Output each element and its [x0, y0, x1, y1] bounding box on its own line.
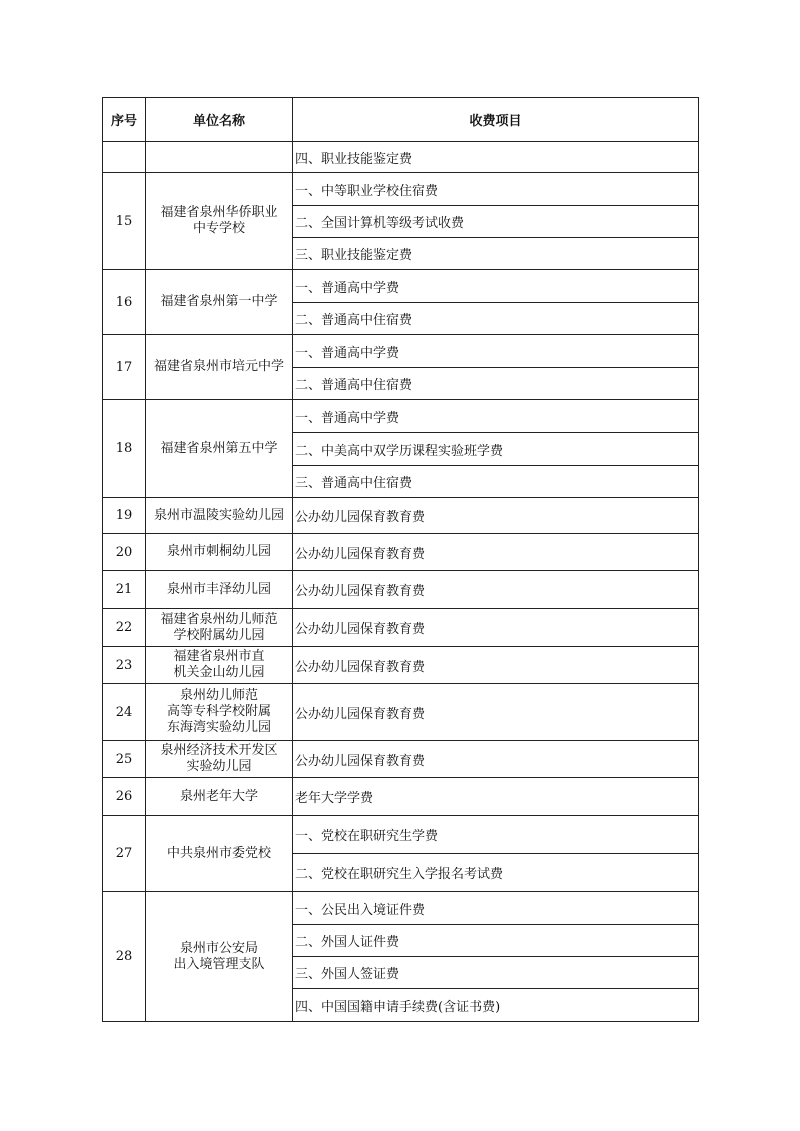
row-number: 26: [103, 778, 146, 816]
header-items: 收费项目: [293, 98, 699, 142]
unit-name: [146, 270, 293, 335]
fee-item: 二、全国计算机等级考试收费: [293, 206, 699, 238]
table-row: [103, 778, 699, 816]
unit-name-line: 福建省泉州市直: [173, 649, 265, 664]
row-number: 21: [103, 571, 146, 609]
table-row: [103, 816, 699, 854]
unit-name-line: 福建省泉州华侨职业: [160, 205, 278, 220]
row-number: 16: [103, 270, 146, 335]
fee-item: 公办幼儿园保育教育费: [293, 741, 699, 778]
unit-name-line: 福建省泉州第五中学: [160, 440, 278, 456]
header-no: 序号: [103, 98, 146, 142]
unit-name: [146, 335, 293, 400]
unit-name-line: 泉州市丰泽幼儿园: [166, 581, 271, 597]
fee-item: 二、中美高中双学历课程实验班学费: [293, 433, 699, 466]
unit-name: [146, 534, 293, 571]
unit-name: [146, 173, 293, 270]
unit-name-line: 泉州幼儿师范: [179, 688, 258, 703]
row-number: 23: [103, 647, 146, 684]
unit-name-line: 泉州市温陵实验幼儿园: [153, 507, 284, 523]
fee-item: 一、普通高中学费: [293, 400, 699, 433]
row-number: [103, 142, 146, 173]
fee-item: 一、中等职业学校住宿费: [293, 173, 699, 206]
unit-name-line: 福建省泉州幼儿师范: [160, 611, 278, 627]
unit-name: [146, 647, 293, 684]
table-row: [103, 571, 699, 609]
fee-item: 老年大学学费: [293, 778, 699, 816]
fee-item: 公办幼儿园保育教育费: [293, 571, 699, 609]
table-row: [103, 534, 699, 571]
table-row: [103, 400, 699, 433]
table-body: [103, 142, 699, 1022]
unit-name-line: 高等专科学校附属: [166, 704, 271, 719]
table-row: [103, 173, 699, 206]
table-row: [103, 609, 699, 647]
header-row: [103, 98, 699, 142]
fee-item: 二、普通高中住宿费: [293, 303, 699, 335]
row-number: 19: [103, 498, 146, 534]
fee-table: [102, 97, 699, 1022]
unit-name: [146, 816, 293, 892]
fee-item: 四、职业技能鉴定费: [293, 142, 699, 173]
fee-item: 公办幼儿园保育教育费: [293, 609, 699, 647]
table-row: [103, 270, 699, 303]
row-number: 17: [103, 335, 146, 400]
unit-name-line: 学校附属幼儿园: [173, 627, 265, 643]
unit-name-line: 东海湾实验幼儿园: [166, 720, 271, 735]
unit-name: [146, 498, 293, 534]
row-number: 18: [103, 400, 146, 498]
fee-item: 三、普通高中住宿费: [293, 466, 699, 498]
table-row: [103, 142, 699, 173]
unit-name: [146, 142, 293, 173]
table-row: [103, 647, 699, 684]
unit-name-line: 出入境管理支队: [173, 956, 265, 972]
fee-item: 四、中国国籍申请手续费(含证书费): [293, 989, 699, 1022]
fee-item: 三、外国人签证费: [293, 957, 699, 989]
unit-name: [146, 684, 293, 741]
header-unit: 单位名称: [146, 98, 293, 142]
fee-item: 一、公民出入境证件费: [293, 892, 699, 925]
unit-name: [146, 609, 293, 647]
unit-name-line: 泉州经济技术开发区: [160, 743, 278, 758]
unit-name-line: 泉州市公安局: [179, 940, 258, 956]
row-number: 15: [103, 173, 146, 270]
unit-name-line: 泉州老年大学: [179, 788, 258, 804]
unit-name: [146, 571, 293, 609]
unit-name-line: 实验幼儿园: [186, 759, 252, 774]
unit-name: [146, 778, 293, 816]
fee-item: 二、普通高中住宿费: [293, 368, 699, 400]
unit-name-line: 泉州市刺桐幼儿园: [166, 544, 271, 559]
row-number: 28: [103, 892, 146, 1022]
row-number: 22: [103, 609, 146, 647]
fee-item: 一、普通高中学费: [293, 335, 699, 368]
table-row: [103, 498, 699, 534]
table-row: [103, 335, 699, 368]
row-number: 25: [103, 741, 146, 778]
unit-name-line: 福建省泉州第一中学: [160, 294, 278, 309]
row-number: 20: [103, 534, 146, 571]
unit-name: [146, 892, 293, 1022]
unit-name-line: 福建省泉州市培元中学: [153, 359, 284, 374]
table-row: [103, 892, 699, 925]
unit-name-line: 中共泉州市委党校: [166, 845, 271, 861]
fee-item: 三、职业技能鉴定费: [293, 238, 699, 270]
fee-item: 公办幼儿园保育教育费: [293, 534, 699, 571]
unit-name: [146, 400, 293, 498]
fee-item: 公办幼儿园保育教育费: [293, 647, 699, 684]
fee-item: 一、党校在职研究生学费: [293, 816, 699, 854]
table-row: [103, 741, 699, 778]
fee-item: 公办幼儿园保育教育费: [293, 498, 699, 534]
unit-name: [146, 741, 293, 778]
fee-item: 一、普通高中学费: [293, 270, 699, 303]
fee-item: 公办幼儿园保育教育费: [293, 684, 699, 741]
fee-item: 二、党校在职研究生入学报名考试费: [293, 854, 699, 892]
unit-name-line: 中专学校: [192, 221, 245, 236]
row-number: 24: [103, 684, 146, 741]
unit-name-line: 机关金山幼儿园: [173, 665, 265, 680]
row-number: 27: [103, 816, 146, 892]
table-row: [103, 684, 699, 741]
fee-item: 二、外国人证件费: [293, 925, 699, 957]
